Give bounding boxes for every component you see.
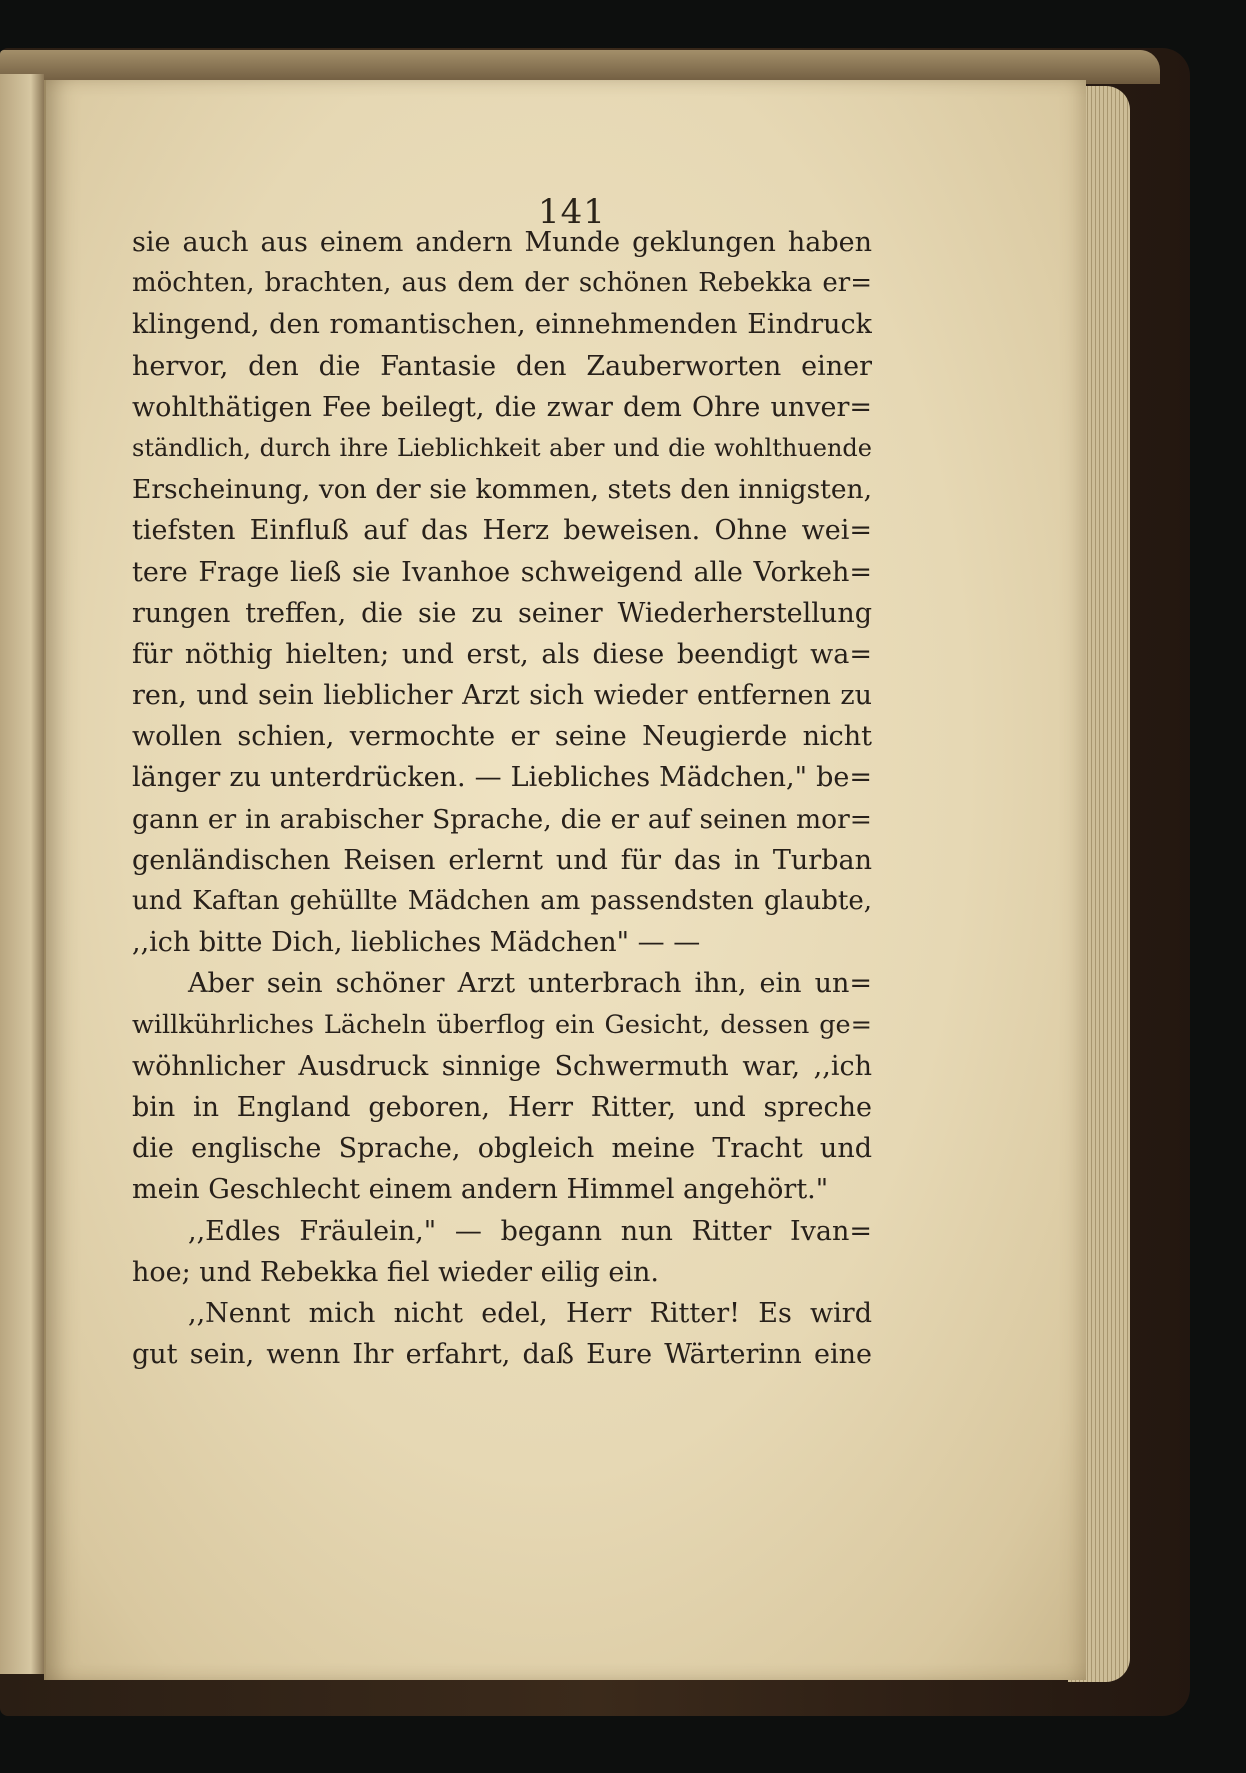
text-line: hervor, den die Fantasie den Zauberworten einer <box>132 350 872 382</box>
text-line: sie auch aus einem andern Munde geklungen haben <box>132 227 872 258</box>
page-number: 141 <box>538 192 606 232</box>
text-line: und Kaftan gehüllte Mädchen am passendsten glaubte, <box>132 886 872 916</box>
text-line: wöhnlicher Ausdruck sinnige Schwermuth war, ,,ich <box>132 1050 872 1082</box>
text-line: Erscheinung, von der sie kommen, stets den innigsten, <box>132 474 872 506</box>
text-line: ,,ich bitte Dich, liebliches Mädchen" — — <box>132 927 701 959</box>
text-line: für nöthig hielten; und erst, als diese beendigt wa= <box>132 638 872 670</box>
text-line: ren, und sein lieblicher Arzt sich wieder entfernen zu <box>132 680 872 712</box>
text-line: mein Geschlecht einem andern Himmel angehört." <box>132 1174 829 1206</box>
text-line: tiefsten Einfluß auf das Herz beweisen. Ohne wei= <box>132 515 872 547</box>
body-text <box>132 222 872 1375</box>
text-line: gann er in arabischer Sprache, die er auf seinen mor= <box>132 803 872 835</box>
text-line: hoe; und Rebekka fiel wieder eilig ein. <box>132 1256 659 1288</box>
text-line: ständlich, durch ihre Lieblichkeit aber und die wohlthuende <box>132 433 872 462</box>
book-top-edge <box>0 50 1160 84</box>
text-line: möchten, brachten, aus dem der schönen Rebekka er= <box>132 268 872 299</box>
text-line: wollen schien, vermochte er seine Neugierde nicht <box>132 721 872 753</box>
text-line: länger zu unterdrücken. — Liebliches Mädchen," be= <box>132 762 872 794</box>
text-line: klingend, den romantischen, einnehmenden Eindruck <box>132 309 872 341</box>
text-line: Aber sein schöner Arzt unterbrach ihn, ein un= <box>188 968 872 1000</box>
text-line: genländischen Reisen erlernt und für das in Turban <box>132 844 872 876</box>
text-line: tere Frage ließ sie Ivanhoe schweigend alle Vorkeh= <box>132 556 872 588</box>
facing-page-edge <box>0 74 44 1674</box>
text-line: willkührliches Lächeln überflog ein Gesicht, dessen ge= <box>132 1009 872 1040</box>
text-line: ,,Edles Fräulein," — begann nun Ritter Ivan= <box>188 1215 872 1247</box>
text-line: ,,Nennt mich nicht edel, Herr Ritter! Es wird <box>188 1297 872 1329</box>
text-line: rungen treffen, die sie zu seiner Wiederherstellung <box>132 597 872 629</box>
text-line: gut sein, wenn Ihr erfahrt, daß Eure Wärterinn eine <box>132 1339 872 1371</box>
text-line: bin in England geboren, Herr Ritter, und spreche <box>132 1091 872 1123</box>
text-line: wohlthätigen Fee beilegt, die zwar dem Ohre unver= <box>132 391 872 423</box>
text-line: die englische Sprache, obgleich meine Tracht und <box>132 1133 872 1165</box>
